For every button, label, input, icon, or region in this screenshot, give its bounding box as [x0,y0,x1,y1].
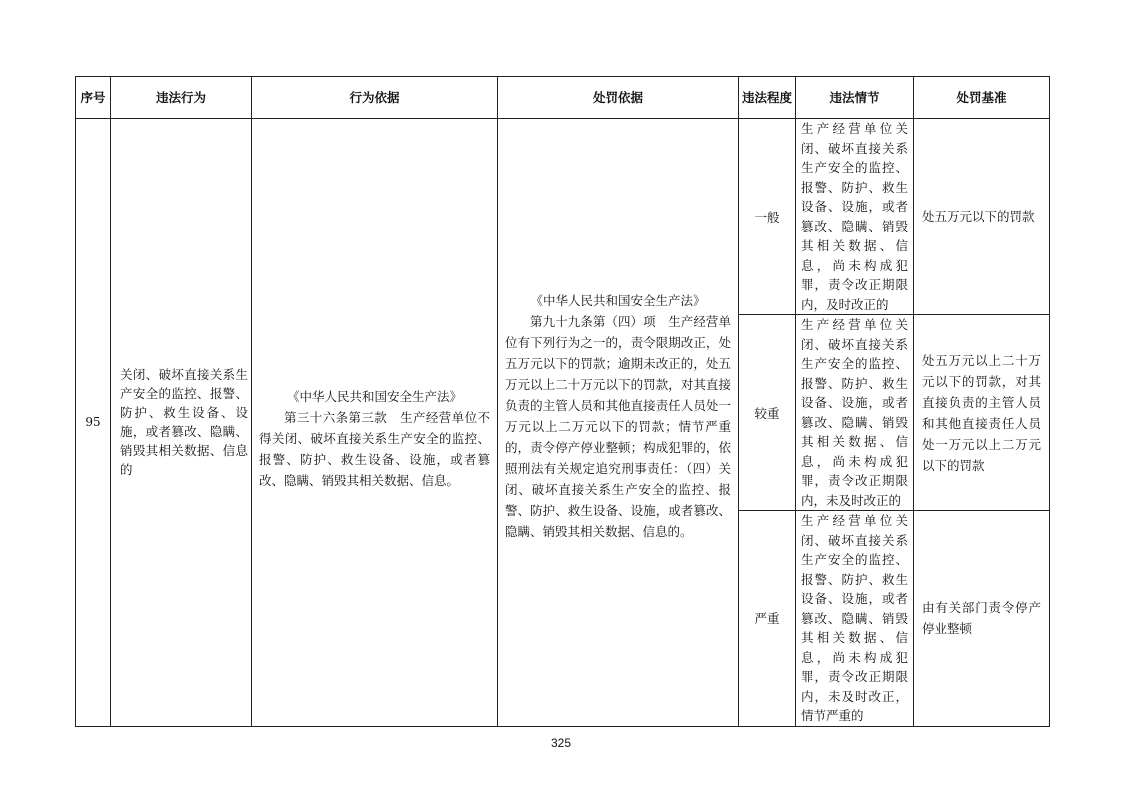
level-serious: 较重 [739,315,796,511]
header-basis: 行为依据 [252,77,498,119]
circumstance-general: 生产经营单位关闭、破坏直接关系生产安全的监控、报警、防护、救生设备、设施，或者篡改、隐瞒、销毁其相关数据、信息，尚未构成犯罪，责令改正期限内，及时改正的 [796,119,914,315]
level-severe: 严重 [739,511,796,727]
header-act: 违法行为 [111,77,252,119]
circumstance-severe: 生产经营单位关闭、破坏直接关系生产安全的监控、报警、防护、救生设备、设施，或者篡改、隐瞒、销毁其相关数据、信息，尚未构成犯罪，责令改正期限内，未及时改正，情节严重的 [796,511,914,727]
standard-severe: 由有关部门责令停产停业整顿 [914,511,1050,727]
behavior-basis-cell [252,119,498,727]
standard-serious: 处五万元以上二十万元以下的罚款，对其直接负责的主管人员和其他直接责任人员处一万元以上二万元以下的罚款 [914,315,1050,511]
violation-act: 关闭、破坏直接关系生产安全的监控、报警、防护、救生设备、设施，或者篡改、隐瞒、销毁其相关数据、信息的 [120,367,248,478]
circumstance-serious: 生产经营单位关闭、破坏直接关系生产安全的监控、报警、防护、救生设备、设施，或者篡改、隐瞒、销毁其相关数据、信息，尚未构成犯罪，责令改正期限内，未及时改正的 [796,315,914,511]
header-circumstance: 违法情节 [796,77,914,119]
basis-article: 第三十六条第三款 生产经营单位不得关闭、破坏直接关系生产安全的监控、报警、防护、救生设备、设施，或者篡改、隐瞒、销毁其相关数据、信息。 [259,409,490,488]
row-seq: 95 [76,119,111,727]
basis-law-title: 《中华人民共和国安全生产法》 [286,388,462,404]
violation-act-cell [111,119,252,727]
header-penalty-basis: 处罚依据 [498,77,739,119]
penalty-article: 第九十九条第（四）项 生产经营单位有下列行为之一的，责令限期改正，处五万元以下的罚款；逾期未改正的，处五万元以上二十万元以下的罚款，对其直接负责的主管人员和其他直接责任人员处一万元以上二万元以下的罚款；情节严重的，责令停产停业整顿；构成犯罪的，依照刑法有关规定追究刑事责任：（四）关闭、破坏直接关系生产安全的监控、报警、防护、救生设备、设施，或者篡改、隐瞒、销毁其相关数据、信息的。 [505,314,731,540]
standard-general: 处五万元以下的罚款 [914,119,1050,315]
penalty-standard-table [75,76,1050,727]
header-row [76,77,1050,119]
page-number: 325 [550,736,572,750]
table-row [76,119,1050,315]
header-seq: 序号 [76,77,111,119]
penalty-law-title: 《中华人民共和国安全生产法》 [530,293,706,309]
penalty-basis-cell [498,119,739,727]
header-level: 违法程度 [739,77,796,119]
level-general: 一般 [739,119,796,315]
header-standard: 处罚基准 [914,77,1050,119]
